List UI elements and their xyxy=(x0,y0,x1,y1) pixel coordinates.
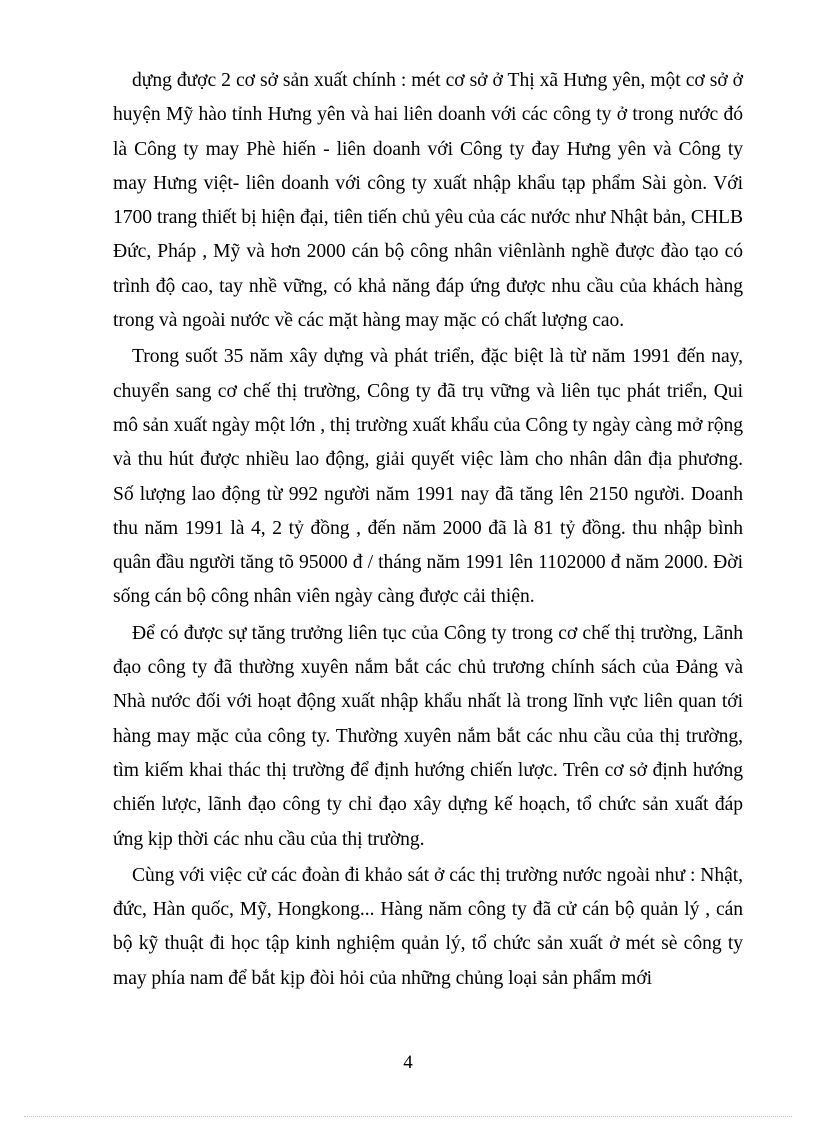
page-number: 4 xyxy=(403,1052,413,1073)
body-text xyxy=(113,64,743,996)
paragraph-3: Để có được sự tăng trưởng liên tục của Công ty trong cơ chế thị trường, Lãnh đạo công ty đã thường xuyên nắm bắt các chủ trương chính sách của Đảng và Nhà nước đối với hoạt động xuất nhập khẩu nhất là trong lĩnh vực liên quan tới hàng may mặc của công ty. Thường xuyên nắm bắt các nhu cầu của thị trường, tìm kiếm khai thác thị trường để định hướng chiến lược. Trên cơ sở định hướng chiến lược, lãnh đạo công ty chỉ đạo xây dựng kế hoạch, tổ chức sản xuất đáp ứng kịp thời các nhu cầu của thị trường. xyxy=(113,622,743,850)
paragraph-1: dựng được 2 cơ sở sản xuất chính : mét cơ sở ở Thị xã Hưng yên, một cơ sở ở huyện Mỹ hào tỉnh Hưng yên và hai liên doanh với các công ty ở trong nước đó là Công ty may Phè hiến - liên doanh với Công ty đay Hưng yên và Công ty may Hưng việt- liên doanh với công ty xuất nhập khẩu tạp phẩm Sài gòn. Với 1700 trang thiết bị hiện đại, tiên tiến chủ yêu của các nước như Nhật bản, CHLB Đức, Pháp , Mỹ và hơn 2000 cán bộ công nhân viênlành nghề được đào tạo có trình độ cao, tay nhề vững, có khả năng đáp ứng được nhu cầu của khách hàng trong và ngoài nước về các mặt hàng may mặc có chất lượng cao. xyxy=(113,70,743,332)
paragraph-2: Trong suốt 35 năm xây dựng và phát triển, đặc biệt là từ năm 1991 đến nay, chuyển sang cơ chế thị trường, Công ty đã trụ vững và liên tục phát triển, Qui mô sản xuất ngày một lớn , thị trường xuất khẩu của Công ty ngày càng mở rộng và thu hút được nhiều lao động, giải quyết việc làm cho nhân dân địa phương. Số lượng lao động từ 992 người năm 1991 nay đã tăng lên 2150 người. Doanh thu năm 1991 là 4, 2 tỷ đồng , đến năm 2000 đã là 81 tỷ đồng. thu nhập bình quân đầu người tăng tõ 95000 đ / tháng năm 1991 lên 1102000 đ năm 2000. Đời sống cán bộ công nhân viên ngày càng được cải thiện. xyxy=(113,346,743,608)
footer-divider xyxy=(24,1116,792,1117)
paragraph-4: Cùng với việc cử các đoàn đi khảo sát ở các thị trường nước ngoài như : Nhật, đức, Hàn quốc, Mỹ, Hongkong... Hàng năm công ty đã cử cán bộ quản lý , cán bộ kỹ thuật đi học tập kinh nghiệm quản lý, tổ chức sản xuất ở mét sè công ty may phía nam để bắt kịp đòi hỏi của những chủng loại sản phẩm mới xyxy=(113,864,743,989)
